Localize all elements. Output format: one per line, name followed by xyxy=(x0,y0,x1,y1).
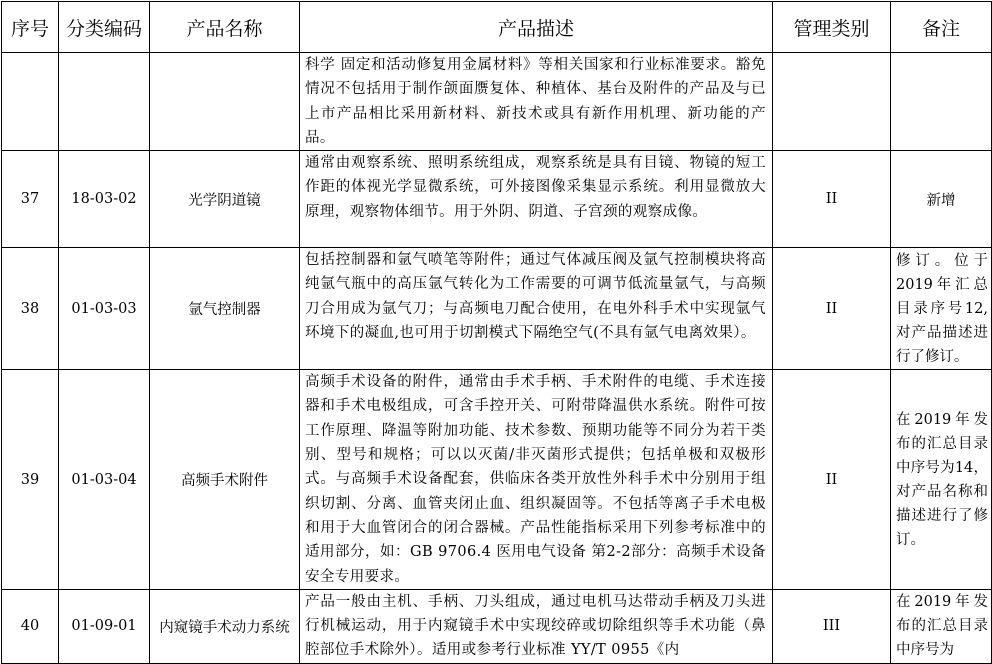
header-index: 序号 xyxy=(2,2,59,53)
row-remark: 修订。位于2019年汇总目录序号12,对产品描述进行了修订。 xyxy=(891,248,992,370)
row-code xyxy=(59,53,150,151)
row-remark: 新增 xyxy=(891,151,992,248)
row-description: 通常由观察系统、照明系统组成，观察系统是具有目镜、物镜的短工作距的体视光学显微系统，可外接图像采集显示系统。利用显微放大原理，观察物体细节。用于外阴、阴道、子宫颈的观察成像。 xyxy=(300,151,773,248)
row-remark: 在2019年发布的汇总目录中序号为 xyxy=(891,589,992,663)
row-index xyxy=(2,53,59,151)
row-index: 38 xyxy=(2,248,59,370)
row-description: 高频手术设备的附件，通常由手术手柄、手术附件的电缆、手术连接器和手术电极组成，可含手控开关、可附带降温供水系统。附件可按工作原理、降温等附加功能、技术参数、预期功能等不同分为若干类别、型号和规格；可以以灭菌/非灭菌形式提供；包括单极和双极形式。与高频手术设备配套，供临床各类开放性外科手术中分别用于组织切割、分离、血管夹闭止血、组织凝固等。不包括等离子手术电极和用于大血管闭合的闭合器械。产品性能指标采用下列参考标准中的适用部分，如：GB 9706.4 医用电气设备 第2-2部分：高频手术设备安全专用要求。 xyxy=(300,370,773,590)
row-code: 01-03-04 xyxy=(59,370,150,590)
row-code: 01-09-01 xyxy=(59,589,150,663)
row-index: 40 xyxy=(2,589,59,663)
row-remark xyxy=(891,53,992,151)
row-name: 氩气控制器 xyxy=(150,248,300,370)
row-class: III xyxy=(773,589,891,663)
row-class xyxy=(773,53,891,151)
row-name: 高频手术附件 xyxy=(150,370,300,590)
header-name: 产品名称 xyxy=(150,2,300,53)
row-name: 光学阴道镜 xyxy=(150,151,300,248)
header-remark: 备注 xyxy=(891,2,992,53)
header-class: 管理类别 xyxy=(773,2,891,53)
table-row xyxy=(2,53,992,151)
row-index: 39 xyxy=(2,370,59,590)
row-class: II xyxy=(773,151,891,248)
row-remark: 在2019年发布的汇总目录中序号为14，对产品名称和描述进行了修订。 xyxy=(891,370,992,590)
row-code: 01-03-03 xyxy=(59,248,150,370)
header-description: 产品描述 xyxy=(300,2,773,53)
row-class: II xyxy=(773,370,891,590)
row-description: 产品一般由主机、手柄、刀头组成，通过电机马达带动手柄及刀头进行机械运动，用于内窥镜手术中实现绞碎或切除组织等手术功能（鼻腔部位手术除外）。适用或参考行业标准 YY/T 0955《内 xyxy=(300,589,773,663)
table-row xyxy=(2,248,992,370)
catalog-table xyxy=(1,1,992,664)
row-name xyxy=(150,53,300,151)
table-row xyxy=(2,370,992,590)
row-class: II xyxy=(773,248,891,370)
row-description: 包括控制器和氩气喷笔等附件；通过气体减压阀及氩气控制模块将高纯氩气瓶中的高压氩气转化为工作需要的可调节低流量氩气，与高频刀合用成为氩气刀；与高频电刀配合使用，在电外科手术中实现氩气环境下的凝血,也可用于切割模式下隔绝空气(不具有氩气电离效果）。 xyxy=(300,248,773,370)
row-name: 内窥镜手术动力系统 xyxy=(150,589,300,663)
row-index: 37 xyxy=(2,151,59,248)
table-row xyxy=(2,151,992,248)
header-code: 分类编码 xyxy=(59,2,150,53)
header-row xyxy=(2,2,992,53)
table-row xyxy=(2,589,992,663)
row-description: 科学 固定和活动修复用金属材料》等相关国家和行业标准要求。豁免情况不包括用于制作颌面赝复体、种植体、基台及附件的产品及与已上市产品相比采用新材料、新技术或具有新作用机理、新功能的产品。 xyxy=(300,53,773,151)
row-code: 18-03-02 xyxy=(59,151,150,248)
